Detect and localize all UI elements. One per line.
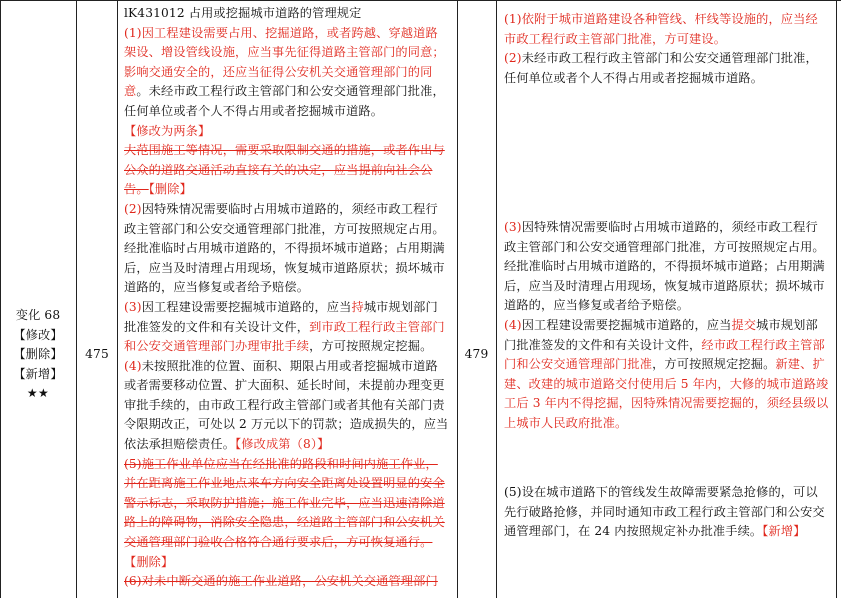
new-paragraph-5 — [504, 483, 829, 542]
column-divider — [457, 0, 458, 598]
old-p3-text-a: 因工程建设需要挖掘城市道路的，应当 — [141, 299, 352, 314]
old-p5-delete-note: 【删除】 — [124, 554, 174, 569]
new-p4-text-c: 城市规划部门批准签发的文件和有关设计文件， — [504, 317, 818, 352]
old-p1-note: 【修改为两条】 — [124, 123, 211, 138]
new-p5-text: (5)设在城市道路下的管线发生故障需要紧急抢修的，可以先行破路抢修，并同时通知市政工程行政主管部门和公安交通管理部门，在 24 内按照规定补办批准手续。 — [504, 485, 825, 539]
old-p1-text: 因工程建设需要占用、挖掘道路，或者跨越、穿越道路架设、增设管线设施，应当事先征得道路主管部门的同意；影响交通安全的，还应当征得公安机关交通管理部门的同意 — [124, 25, 445, 99]
new-text-cell — [504, 10, 829, 88]
new-paragraph-1: (1)依附于城市道路建设各种管线、杆线等设施的，应当经市政工程行政主管部门批准，方可建设。 — [504, 12, 818, 46]
tag-modify: 【修改】 — [13, 327, 63, 342]
change-label-cell — [0, 306, 76, 404]
new-p3-text: 因特殊情况需要临时占用城市道路的，须经市政工程行政主管部门和公安交通管理部门批准，方可按照规定占用。经批准临时占用城市道路的，不得损坏城市道路；占用期满后，应当及时清理占用现场，恢复城市道路原状；损坏城市道路的，应当修复或者给予赔偿。 — [504, 220, 825, 313]
table-border-right — [836, 0, 837, 598]
old-p3-text-c: 城市规划部门批准签发的文件和有关设计文件， — [124, 299, 438, 334]
table-border-top — [0, 0, 841, 1]
new-paragraph-2 — [504, 49, 829, 88]
old-deleted-block — [124, 141, 450, 200]
new-p2-text: 未经市政工程行政主管部门和公安交通管理部门批准，任何单位或者个人不得占用或者挖掘城市道路。 — [504, 51, 818, 85]
table-border-left — [0, 0, 1, 598]
change-label: 变化 68 — [15, 308, 61, 322]
old-p1-struck: 大范围施工等情况，需要采取限制交通的措施，或者作出与公众的道路交通活动直接有关的决定，应当提前向社会公告。 — [124, 143, 445, 197]
new-p4-text-e: ，方可按照规定挖掘。 — [652, 357, 776, 372]
old-p2-text: 因特殊情况需要临时占用城市道路的，须经市政工程行政主管部门和公安交通管理部门批准，方可按照规定占用。经批准临时占用城市道路的，不得损坏城市道路；占用期满后，应当及时清理占用现场，恢复城市道路原状；损坏城市道路的，应当修复或者给予赔偿。 — [124, 201, 445, 295]
old-page-number: 475 — [85, 347, 109, 361]
new-p4-text-d: 经市政工程行政主管部门和公安交通管理部门批准 — [504, 337, 825, 372]
old-p2-num: (2) — [124, 201, 142, 216]
old-paragraph-5 — [124, 455, 450, 573]
old-p3-text-d: 到市政工程行政主管部门和公安交通管理部门办理审批手续 — [124, 319, 445, 354]
new-paragraph-3 — [504, 218, 829, 316]
old-p4-text: 未按照批准的位置、面积、期限占用或者挖掘城市道路或者需要移动位置、扩大面积、延长时间，未提前办理变更审批手续的，由市政工程行政主管部门或者其他有关部门责令限期改正，可处以 2 万元以下的罚款；造成损失的，应当依法承担赔偿责任。 — [124, 358, 449, 452]
new-p3-num: (3) — [504, 220, 522, 234]
old-paragraph-1 — [124, 24, 450, 122]
tag-add: 【新增】 — [13, 366, 63, 381]
old-paragraph-4 — [124, 357, 450, 455]
old-p3-text-e: ，方可按照规定挖掘。 — [309, 339, 433, 354]
old-p1-num: (1) — [124, 25, 142, 40]
old-paragraph-6: (6)对未中断交通的施工作业道路，公安机关交通管理部门 — [124, 574, 438, 589]
old-p3-text-b: 持 — [351, 299, 364, 314]
tag-delete: 【删除】 — [13, 347, 63, 362]
old-p1-rest: 。未经市政工程行政主管部门和公安交通管理部门批准，任何单位或者个人不得占用或者挖掘城市道路。 — [124, 84, 445, 118]
new-p4-text-f: 新建、扩建、改建的城市道路交付使用后 5 年内，大修的城市道路竣工后 3 年内不得挖掘，因特殊情况需要挖掘的，须经县级以上城市人民政府批准。 — [504, 357, 829, 430]
new-p5-note: 【新增】 — [762, 524, 806, 539]
column-divider — [76, 0, 77, 598]
section-heading: lK431012 占用或挖掘城市道路的管理规定 — [124, 6, 362, 20]
old-paragraph-3 — [124, 298, 450, 357]
old-p1-delete-note: 【删除】 — [148, 182, 192, 197]
old-p3-num: (3) — [124, 299, 142, 314]
old-paragraph-2 — [124, 200, 450, 298]
old-p4-note: 【修改成第（8）】 — [235, 437, 330, 452]
new-text-cell-lower — [504, 218, 829, 434]
old-p5-struck: (5)施工作业单位应当在经批准的路段和时间内施工作业，并在距离施工作业地点来车方向安全距离处设置明显的安全警示标志，采取防护措施；施工作业完毕，应当迅速清除道路上的障碍物，消除安全隐患，经道路主管部门和公安机关交通管理部门验收合格符合通行要求后，方可恢复通行。 — [124, 456, 445, 550]
column-divider — [496, 0, 497, 598]
new-p4-num: (4) — [504, 317, 522, 332]
new-paragraph-4 — [504, 316, 829, 434]
new-p4-text-a: 因工程建设需要挖掘城市道路的，应当 — [521, 317, 732, 332]
column-divider — [117, 0, 118, 598]
new-p4-text-b: 提交 — [731, 317, 757, 332]
new-text-cell-bottom — [504, 483, 829, 542]
new-page-number: 479 — [464, 347, 489, 361]
new-p2-num: (2) — [504, 51, 522, 66]
old-p4-num: (4) — [124, 358, 142, 373]
old-text-cell — [124, 4, 450, 592]
importance-stars: ★★ — [26, 386, 50, 401]
